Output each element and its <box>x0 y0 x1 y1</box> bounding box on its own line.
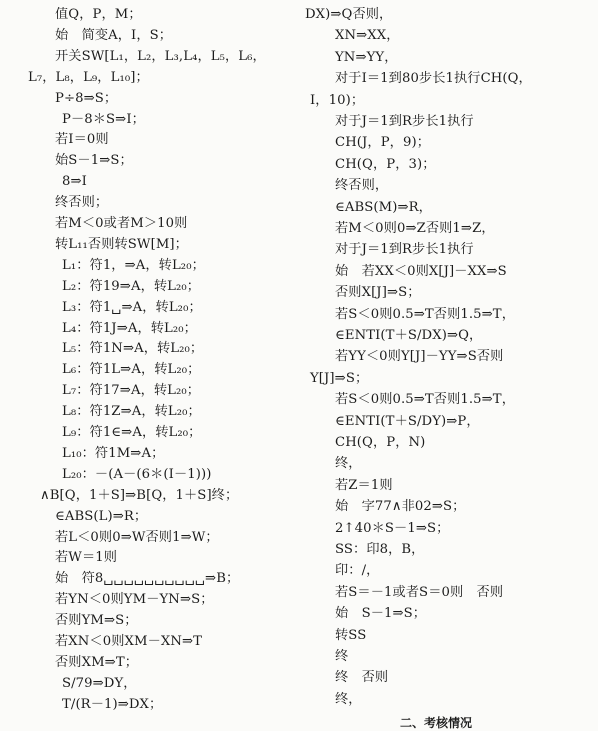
left-line: L₆：符1L⇒A，转L₂₀； <box>62 362 201 378</box>
right-line: SS：印8，B， <box>335 542 425 557</box>
section-heading: 二、考核情况 <box>400 716 473 730</box>
left-line: 始 符8␣␣␣␣␣␣␣␣␣␣⇒B； <box>55 571 240 587</box>
left-line: 否则XM⇒T； <box>55 654 138 670</box>
right-line: 转SS <box>335 627 367 643</box>
right-line: ∈ABS(M)⇒R， <box>335 199 432 215</box>
right-line: ∈ENTI(T＋S/DX)⇒Q， <box>335 328 483 343</box>
right-line: 若M＜0则0⇒Z否则1⇒Z， <box>335 221 495 236</box>
right-line: DX)⇒Q否则， <box>305 7 393 22</box>
right-line: 对于J＝1到R步长1执行 <box>335 242 474 258</box>
left-line: L₇，L₈，L₉，L₁₀]； <box>28 69 149 85</box>
left-line: T/(R－1)⇒DX； <box>62 696 163 712</box>
right-line: I，10)； <box>310 92 365 108</box>
left-line: L₃：符1␣⇒A，转L₂₀； <box>62 299 202 315</box>
left-line: L₇：符17⇒A，转L₂₀； <box>62 383 201 399</box>
left-line: S/79⇒DY， <box>62 675 137 691</box>
right-line: 始 S－1⇒S； <box>335 606 427 622</box>
left-line: 否则YM⇒S； <box>55 613 138 629</box>
left-line: L₂：符19⇒A，转L₂₀； <box>62 278 201 294</box>
left-line: 8⇒I <box>62 174 87 190</box>
right-line: Y[J]⇒S； <box>310 370 369 386</box>
right-line: CH(Q，P，N) <box>335 435 426 450</box>
left-line: ∈ABS(L)⇒R； <box>55 508 148 524</box>
right-line: YN⇒YY， <box>335 49 398 65</box>
right-line: CH(J，P，9)； <box>335 135 430 151</box>
right-line: 若S＜0则0.5⇒T否则1.5⇒T， <box>335 306 515 322</box>
left-line: 若M＜0或者M＞10则 <box>55 216 188 231</box>
left-line: 若I＝0则 <box>55 132 109 148</box>
left-line: 始 简变A，I，S； <box>55 27 173 43</box>
left-line: P÷8⇒S； <box>55 90 118 106</box>
left-line: L₄：符1J⇒A，转L₂₀； <box>62 320 197 336</box>
right-line: XN⇒XX， <box>335 28 400 44</box>
left-line: L₅：符1N⇒A，转L₂₀； <box>62 341 204 357</box>
left-line: L₁₀：符1M⇒A； <box>62 445 165 461</box>
right-line: 始 字77∧非02⇒S； <box>335 499 466 515</box>
right-line: CH(Q，P，3)； <box>335 156 436 172</box>
left-line: L₉：符1∈⇒A，转L₂₀； <box>62 425 202 440</box>
right-line: 终 否则 <box>335 670 389 686</box>
left-line: P－8＊S⇒I； <box>62 111 145 127</box>
right-line: ∈ENTI(T＋S/DY)⇒P， <box>335 413 480 429</box>
left-line: L₂₀：－(A－(6＊(I－1))) <box>62 466 212 482</box>
left-line: 转L₁₁否则转SW[M]； <box>55 236 188 252</box>
left-line: L₈：符1Z⇒A，转L₂₀； <box>62 404 201 420</box>
right-line: 终， <box>335 691 362 707</box>
right-line: 始 若XX＜0则X[J]－XX⇒S <box>335 263 507 279</box>
right-line: 2↑40＊S－1⇒S； <box>335 520 450 536</box>
right-line: 若YY＜0则Y[J]－YY⇒S否则 <box>335 349 504 365</box>
right-line: 若Z＝1则 <box>335 477 393 493</box>
left-line: ∧B[Q，1＋S]⇒B[Q，1＋S]终； <box>40 487 239 503</box>
right-line: 终， <box>335 456 362 472</box>
right-line: 否则X[J]⇒S； <box>335 285 421 301</box>
left-line: 值Q，P，M； <box>55 7 142 22</box>
left-line: 终否则； <box>55 195 109 211</box>
right-line: 若S＜0则0.5⇒T否则1.5⇒T， <box>335 392 515 408</box>
left-line: 始S－1⇒S； <box>55 153 133 169</box>
left-line: 若L＜0则0⇒W否则1⇒W； <box>55 529 219 545</box>
left-line: L₁：符1，⇒A，转L₂₀； <box>62 257 205 273</box>
left-line: 若W＝1则 <box>55 550 118 566</box>
left-line: 若XN＜0则XM－XN⇒T <box>55 634 203 649</box>
right-line: 对于J＝1到R步长1执行 <box>335 114 474 129</box>
right-line: 若S＝－1或者S＝0则 否则 <box>335 584 504 600</box>
right-line: 印：/， <box>335 563 380 579</box>
left-line: 开关SW[L₁，L₂，L₃,L₄，L₅，L₆， <box>55 48 266 64</box>
right-line: 终 <box>335 649 349 664</box>
right-line: 终否则， <box>335 178 389 194</box>
right-line: 对于I＝1到80步长1执行CH(Q， <box>335 71 532 87</box>
left-line: 若YN＜0则YM－YN⇒S； <box>55 592 214 608</box>
